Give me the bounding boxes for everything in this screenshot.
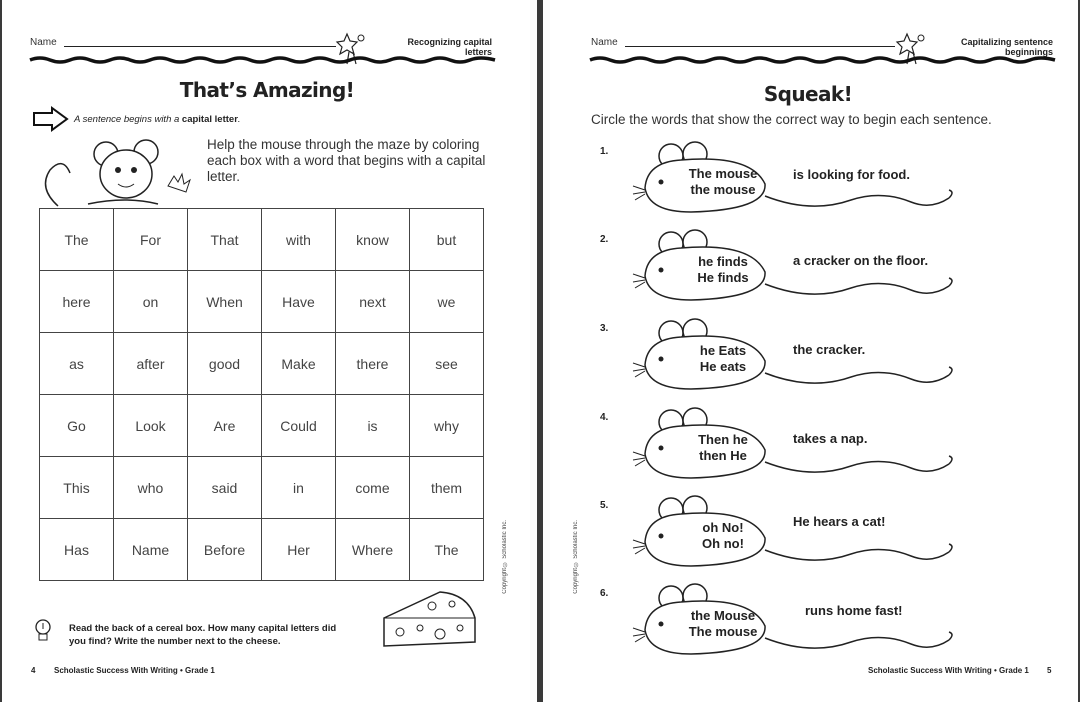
maze-cell[interactable]: Have [262, 271, 336, 333]
footer-text: Scholastic Success With Writing • Grade 1 [54, 666, 215, 675]
maze-cell[interactable]: come [336, 457, 410, 519]
maze-instructions: Help the mouse through the maze by coloring each box with a word that begins with a capital letter. [207, 137, 486, 184]
maze-cell[interactable]: Look [114, 395, 188, 457]
maze-cell[interactable]: after [114, 333, 188, 395]
lightbulb-icon [32, 617, 56, 647]
sentence-ending: He hears a cat! [793, 514, 886, 529]
sentence-ending: runs home fast! [805, 603, 903, 618]
maze-cell[interactable]: with [262, 209, 336, 271]
maze-cell[interactable]: them [410, 457, 484, 519]
maze-cell[interactable]: For [114, 209, 188, 271]
item-number: 3. [600, 323, 609, 334]
skill-header: Capitalizing sentence beginnings [960, 37, 1053, 57]
sentence-ending: is looking for food. [793, 167, 910, 182]
choice-a[interactable]: the Mouse [690, 608, 756, 623]
choice-b[interactable]: He eats [699, 359, 747, 374]
item-number: 5. [600, 500, 609, 511]
maze-row [40, 395, 484, 457]
grass-divider [30, 55, 495, 65]
maze-cell[interactable]: on [114, 271, 188, 333]
choice-b[interactable]: The mouse [688, 624, 758, 639]
maze-cell[interactable]: next [336, 271, 410, 333]
right-worksheet-page [543, 0, 1078, 702]
maze-cell[interactable]: This [40, 457, 114, 519]
maze-cell[interactable]: Where [336, 519, 410, 581]
page-number: 5 [1047, 666, 1052, 675]
maze-row [40, 333, 484, 395]
rule-text: A sentence begins with a capital letter. [74, 114, 241, 125]
maze-cell[interactable]: we [410, 271, 484, 333]
item-number: 6. [600, 588, 609, 599]
choice-a[interactable]: Then he [698, 432, 748, 447]
maze-cell[interactable]: there [336, 333, 410, 395]
mouse-illustration [38, 138, 193, 208]
maze-cell[interactable]: When [188, 271, 262, 333]
maze-cell[interactable]: Before [188, 519, 262, 581]
maze-cell[interactable]: see [410, 333, 484, 395]
answer-choices [683, 608, 763, 640]
maze-cell[interactable]: Her [262, 519, 336, 581]
sentence-ending: takes a nap. [793, 431, 868, 446]
page-number: 4 [31, 666, 36, 675]
maze-cell[interactable]: here [40, 271, 114, 333]
exercise-instructions: Circle the words that show the correct way to begin each sentence. [591, 112, 992, 127]
maze-row [40, 457, 484, 519]
maze-cell[interactable]: good [188, 333, 262, 395]
name-label: Name [591, 37, 618, 48]
item-number: 1. [600, 146, 609, 157]
maze-row [40, 519, 484, 581]
maze-cell[interactable]: Make [262, 333, 336, 395]
copyright-notice: Copyright © Scholastic Inc. [502, 520, 508, 594]
maze-cell[interactable]: Go [40, 395, 114, 457]
name-line [64, 46, 336, 47]
word-maze-grid [39, 208, 484, 581]
maze-cell[interactable]: said [188, 457, 262, 519]
choice-b[interactable]: the mouse [690, 182, 756, 197]
maze-cell[interactable]: Could [262, 395, 336, 457]
page-title: Squeak! [763, 82, 853, 106]
sentence-ending: a cracker on the floor. [793, 253, 929, 268]
maze-cell[interactable]: why [410, 395, 484, 457]
choice-a[interactable]: oh No! [702, 520, 744, 535]
skill-header: Recognizing capital letters [407, 37, 492, 57]
maze-cell[interactable]: in [262, 457, 336, 519]
arrow-icon [32, 106, 70, 132]
maze-cell[interactable]: as [40, 333, 114, 395]
maze-cell[interactable]: but [410, 209, 484, 271]
copyright-notice: Copyright © Scholastic Inc. [573, 520, 579, 594]
maze-cell[interactable]: Are [188, 395, 262, 457]
footer-text: Scholastic Success With Writing • Grade 1 [868, 666, 1029, 675]
sentence-item [543, 0, 1078, 702]
item-number: 4. [600, 412, 609, 423]
maze-cell[interactable]: who [114, 457, 188, 519]
left-worksheet-page [2, 0, 537, 702]
choice-b[interactable]: then He [699, 448, 747, 463]
cheese-illustration [380, 588, 480, 650]
page-title: That’s Amazing! [179, 78, 355, 102]
maze-cell[interactable]: Has [40, 519, 114, 581]
maze-cell[interactable]: That [188, 209, 262, 271]
maze-row [40, 271, 484, 333]
choice-b[interactable]: Oh no! [702, 536, 744, 551]
mouse-body-illustration [631, 582, 961, 658]
home-tip: Read the back of a cereal box. How many capital letters did you find? Write the number next to the cheese. [69, 623, 337, 647]
choice-a[interactable]: The mouse [688, 166, 758, 181]
sentence-ending: the cracker. [793, 342, 866, 357]
choice-b[interactable]: He finds [697, 270, 749, 285]
maze-cell[interactable]: know [336, 209, 410, 271]
maze-row [40, 209, 484, 271]
name-label: Name [30, 37, 57, 48]
maze-cell[interactable]: is [336, 395, 410, 457]
choice-a[interactable]: he Eats [699, 343, 747, 358]
maze-cell[interactable]: The [410, 519, 484, 581]
choice-a[interactable]: he finds [698, 254, 748, 269]
maze-cell[interactable]: The [40, 209, 114, 271]
item-number: 2. [600, 234, 609, 245]
maze-cell[interactable]: Name [114, 519, 188, 581]
